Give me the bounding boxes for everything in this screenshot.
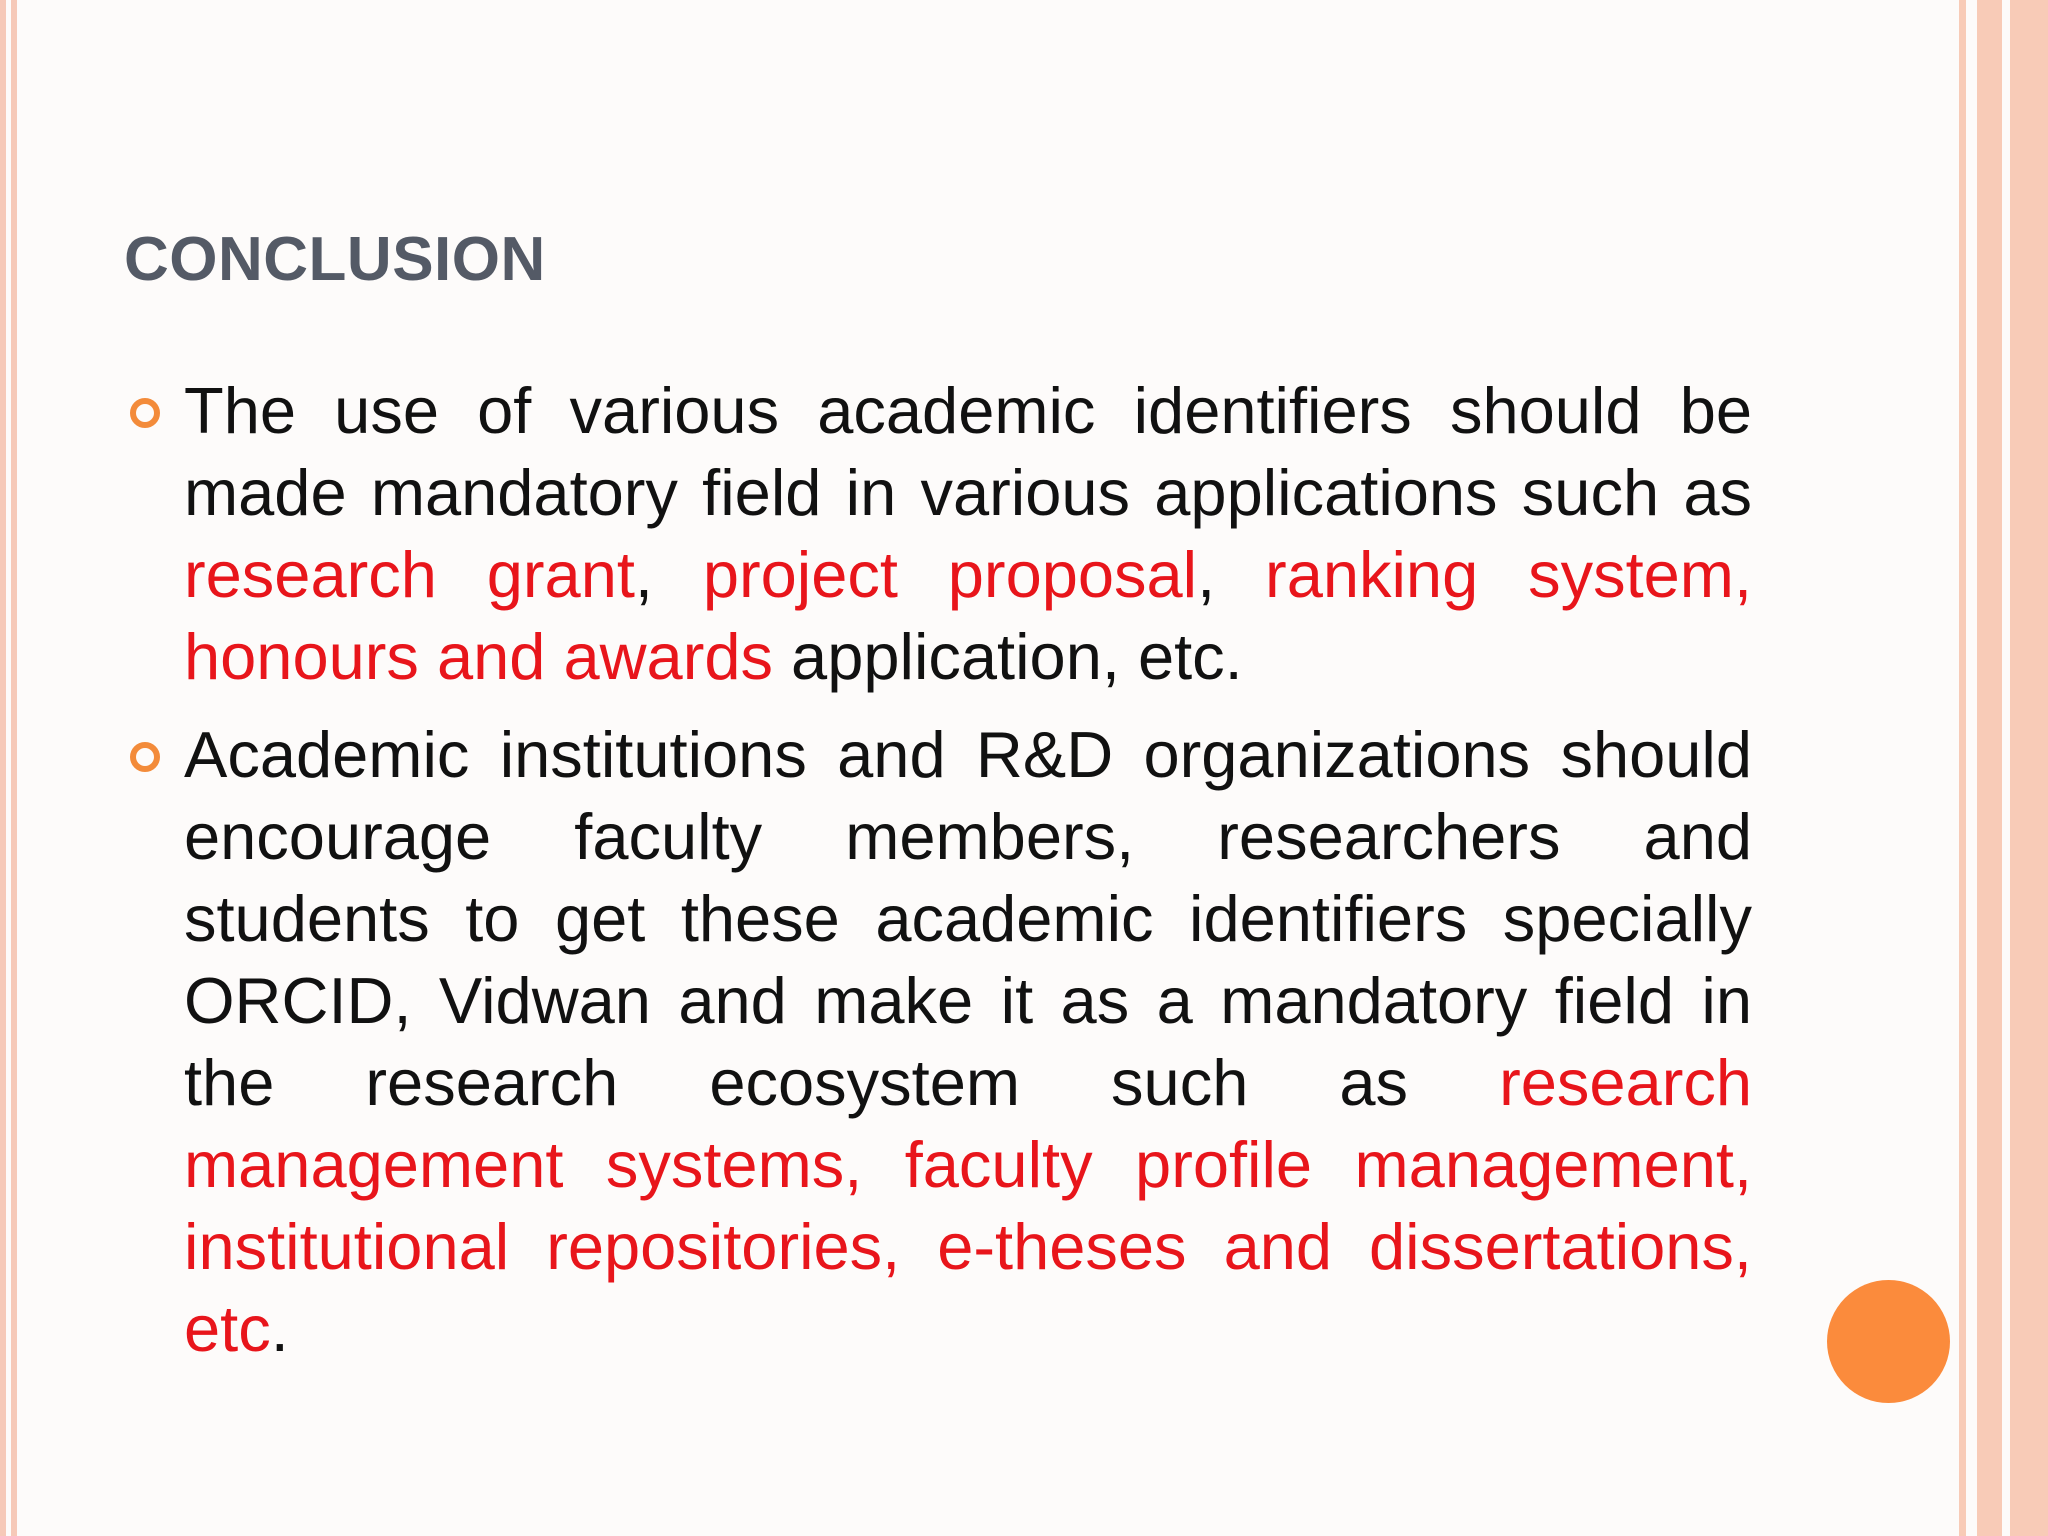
highlighted-text-segment: project proposal <box>702 538 1198 611</box>
highlighted-text-segment: research grant <box>184 538 635 611</box>
bullet-text-segment: , <box>1197 538 1266 611</box>
bullet-text-segment: , <box>634 538 703 611</box>
bullet-text-segment: Academic institutions and R&D organizations should encourage faculty members, researchers and students to get these academic identifiers specially ORCID, Vidwan and make it as a mandatory field in the research ecosystem such as <box>184 718 1752 1119</box>
hollow-circle-bullet-icon <box>130 398 160 428</box>
right-border-stripe <box>1959 0 1966 1536</box>
left-border-line <box>11 0 17 1536</box>
right-border-stripe <box>2010 0 2048 1536</box>
highlighted-text-segment: ranking system, honours and awards <box>184 538 1752 693</box>
bullet-item <box>130 370 1752 698</box>
slide-title: CONCLUSION <box>124 225 546 294</box>
right-border-stripe <box>1977 0 2002 1536</box>
bullet-text-segment: application, etc. <box>773 620 1243 693</box>
left-border-line <box>0 0 6 1536</box>
highlighted-text-segment: research management systems, faculty profile management, institutional repositories, e-theses and dissertations, etc <box>184 1046 1752 1365</box>
bullet-text-segment: . <box>270 1292 289 1365</box>
bullet-list <box>130 370 1752 1386</box>
orange-circle-icon <box>1827 1280 1950 1403</box>
bullet-item <box>130 714 1752 1370</box>
hollow-circle-bullet-icon <box>130 742 160 772</box>
bullet-text-segment: The use of various academic identifiers should be made mandatory field in various applications such as <box>184 374 1752 529</box>
